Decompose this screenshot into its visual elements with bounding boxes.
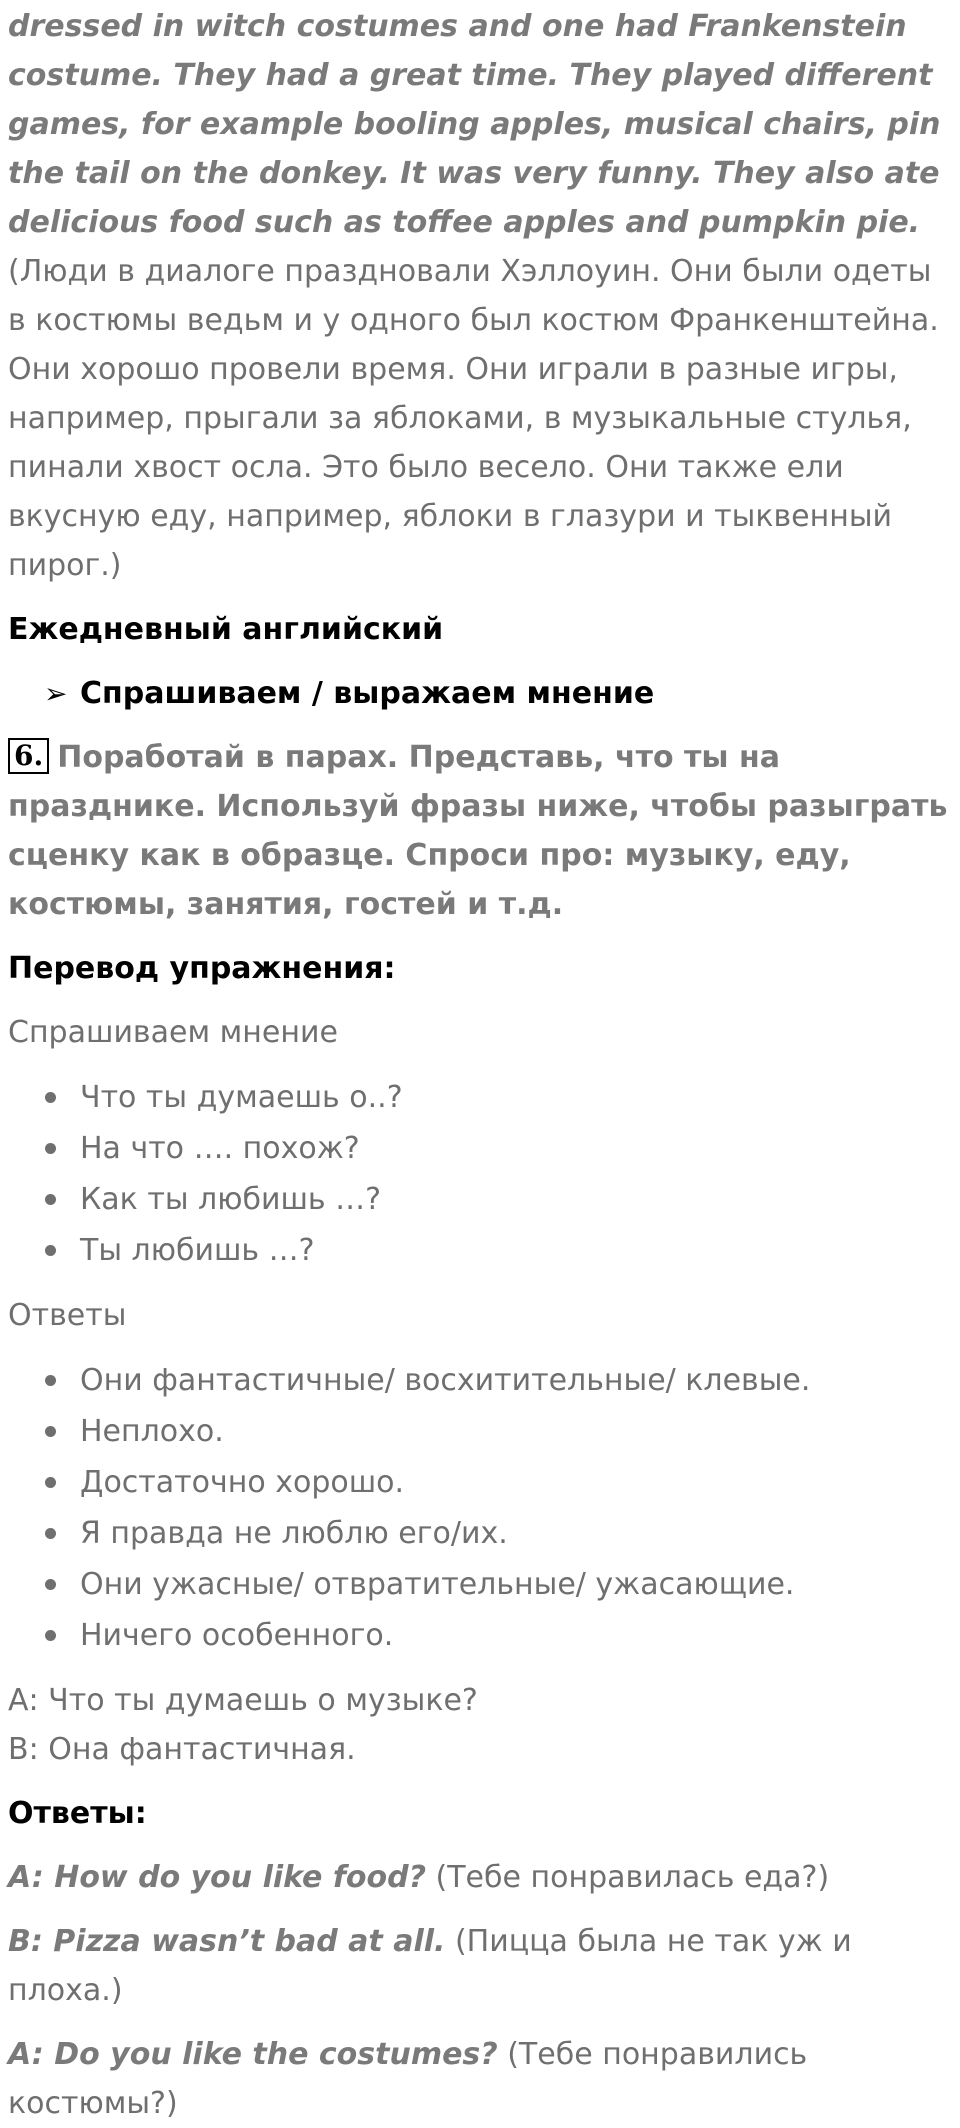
intro-russian-translation: (Люди в диалоге праздновали Хэллоуин. Они были одеты в костюмы ведьм и у одного был костюм Франкенштейна. Они хорошо провели время. Они играли в разные игры, например, прыгали за яблоками, в музыкальные стулья, пинали хвост осла. Это было весело. Они также ели вкусную еду, например, яблоки в глазури и тыквенный пирог.) [8,254,939,583]
document-page [0,2,960,2121]
answer-russian: (Тебе понравились костюмы?) [8,2037,808,2121]
answer-line [8,1917,952,2015]
list-item: Неплохо. [8,1406,952,1457]
section-subheading [44,669,952,718]
answer-english: A: How do you like food? [8,1860,426,1895]
section-heading: Ежедневный английский [8,612,444,647]
bullet-dot-icon [45,1194,56,1205]
asking-opinion-label: Спрашиваем мнение [8,1015,338,1050]
translation-heading: Перевод упражнения: [8,951,396,986]
list-item: Достаточно хорошо. [8,1457,952,1508]
arrow-icon: ➢ [44,677,68,710]
subheading-text: Спрашиваем / выражаем мнение [80,676,655,711]
answer-english: A: Do you like the costumes? [8,2037,498,2072]
bullet-dot-icon [45,1579,56,1590]
dialog-line: В: Она фантастичная. [8,1732,356,1767]
answer-english: B: Pizza wasn’t bad at all. [8,1924,446,1959]
bullet-dot-icon [45,1477,56,1488]
list-item: Что ты думаешь о..? [8,1072,952,1123]
answers-list [8,1355,952,1661]
answers-label: Ответы [8,1298,127,1333]
list-item: Они фантастичные/ восхитительные/ клевые. [8,1355,952,1406]
list-item: Ты любишь …? [8,1225,952,1276]
intro-english-text: dressed in witch costumes and one had Frankenstein costume. They had a great time. They played different games, for example booling apples, musical chairs, pin the tail on the donkey. It was very funny. They also ate delicious food such as toffee apples and pumpkin pie. [8,9,941,240]
list-item: Они ужасные/ отвратительные/ ужасающие. [8,1559,952,1610]
bullet-dot-icon [45,1375,56,1386]
answer-russian: (Тебе понравилась еда?) [425,1860,830,1895]
task-instruction [8,733,952,929]
dialog-line: А: Что ты думаешь о музыке? [8,1683,478,1718]
list-item: Как ты любишь …? [8,1174,952,1225]
answer-russian: (Пицца была не так уж и плоха.) [8,1924,852,2008]
answer-line [8,1853,952,1902]
bullet-dot-icon [45,1630,56,1641]
task-number-badge: 6. [8,738,49,774]
bullet-dot-icon [45,1245,56,1256]
intro-paragraph [8,2,952,590]
list-item: Я правда не люблю его/их. [8,1508,952,1559]
example-dialog [8,1676,952,1774]
answers-heading: Ответы: [8,1796,147,1831]
task-text: Поработай в парах. Представь, что ты на празднике. Используй фразы ниже, чтобы разыграть сценку как в образце. Спроси про: музыку, еду, костюмы, занятия, гостей и т.д. [8,740,948,922]
answer-line [8,2030,952,2128]
bullet-dot-icon [45,1426,56,1437]
bullet-dot-icon [45,1092,56,1103]
asking-opinion-list [8,1072,952,1276]
bullet-dot-icon [45,1528,56,1539]
list-item: На что …. похож? [8,1123,952,1174]
list-item: Ничего особенного. [8,1610,952,1661]
bullet-dot-icon [45,1143,56,1154]
